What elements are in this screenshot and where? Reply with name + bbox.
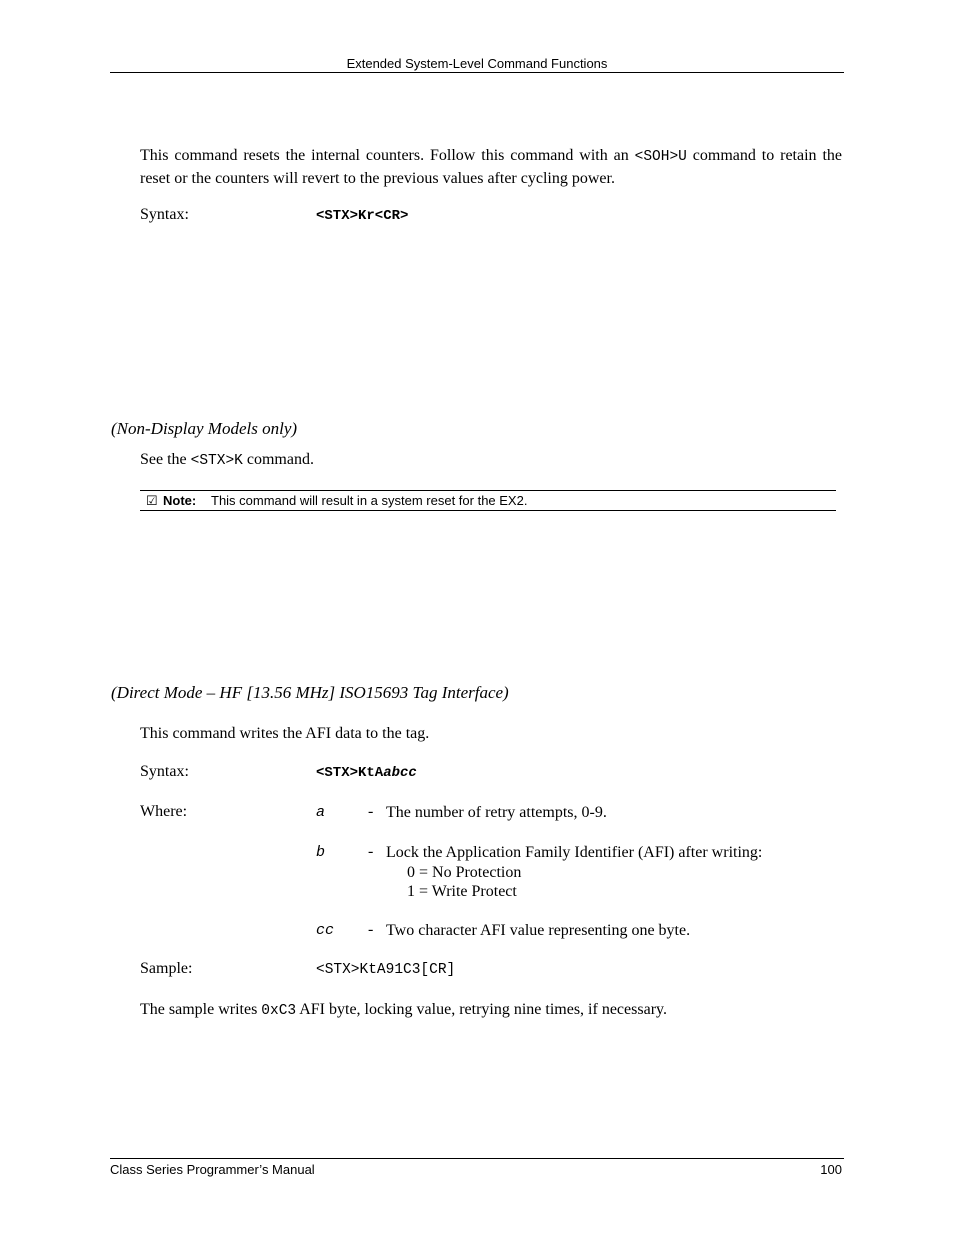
- checkbox-icon: ☑: [146, 493, 158, 508]
- footer-rule: [110, 1158, 844, 1159]
- syntax-command-prefix: <STX>KtA: [316, 765, 384, 781]
- syntax-command-params: abcc: [383, 765, 417, 781]
- inline-command-code: <SOH>U: [634, 149, 687, 165]
- syntax-command: [316, 765, 417, 781]
- see-reference: [140, 449, 314, 472]
- reset-description-text-continued: command to retain the reset or the counters will revert to the previous values after cycling power.: [140, 147, 843, 187]
- syntax-label: Syntax:: [140, 206, 189, 223]
- footer-manual-title: Class Series Programmer’s Manual: [110, 1162, 315, 1177]
- inline-hex-code: 0xC3: [261, 1003, 297, 1019]
- sample-explanation-text-end: AFI byte, locking value, retrying nine times, if necessary.: [296, 1001, 667, 1018]
- header-rule: [110, 72, 844, 73]
- inline-command-code: <STX>K: [190, 453, 243, 469]
- where-label: Where:: [140, 803, 188, 820]
- running-header: Extended System-Level Command Functions: [346, 56, 608, 71]
- param-description: Two character AFI value representing one byte.: [386, 922, 691, 939]
- syntax-label: Syntax:: [140, 763, 189, 780]
- syntax-command: <STX>Kr<CR>: [316, 208, 409, 224]
- reset-description-text: This command resets the internal counters. Follow this command with an: [140, 147, 635, 164]
- page-number: 100: [820, 1162, 842, 1177]
- param-dash: -: [368, 803, 374, 820]
- sample-explanation: [140, 999, 667, 1022]
- param-name: cc: [316, 922, 335, 939]
- param-description: Lock the Application Family Identifier (AFI) after writing:: [386, 844, 763, 861]
- section-subheading: (Direct Mode – HF [13.56 MHz] ISO15693 Tag Interface): [111, 683, 509, 702]
- param-dash: -: [368, 921, 374, 938]
- see-reference-text-end: command.: [242, 451, 314, 468]
- param-name: a: [316, 804, 326, 821]
- reset-description: [140, 145, 842, 190]
- sample-label: Sample:: [140, 960, 193, 977]
- param-description: The number of retry attempts, 0-9.: [386, 804, 607, 821]
- param-dash: -: [368, 843, 374, 860]
- section-subheading: (Non-Display Models only): [111, 419, 298, 438]
- sample-explanation-text: The sample writes: [140, 1001, 262, 1018]
- note-box: [140, 490, 836, 511]
- note-text: This command will result in a system reset for the EX2.: [211, 493, 528, 508]
- param-option: 0 = No Protection: [407, 864, 522, 881]
- see-reference-text: See the: [140, 451, 191, 468]
- param-option: 1 = Write Protect: [407, 883, 517, 900]
- note-label: Note:: [163, 493, 197, 508]
- sample-command: <STX>KtA91C3[CR]: [316, 962, 456, 978]
- param-name: b: [316, 844, 326, 861]
- afi-intro: This command writes the AFI data to the tag.: [140, 725, 430, 742]
